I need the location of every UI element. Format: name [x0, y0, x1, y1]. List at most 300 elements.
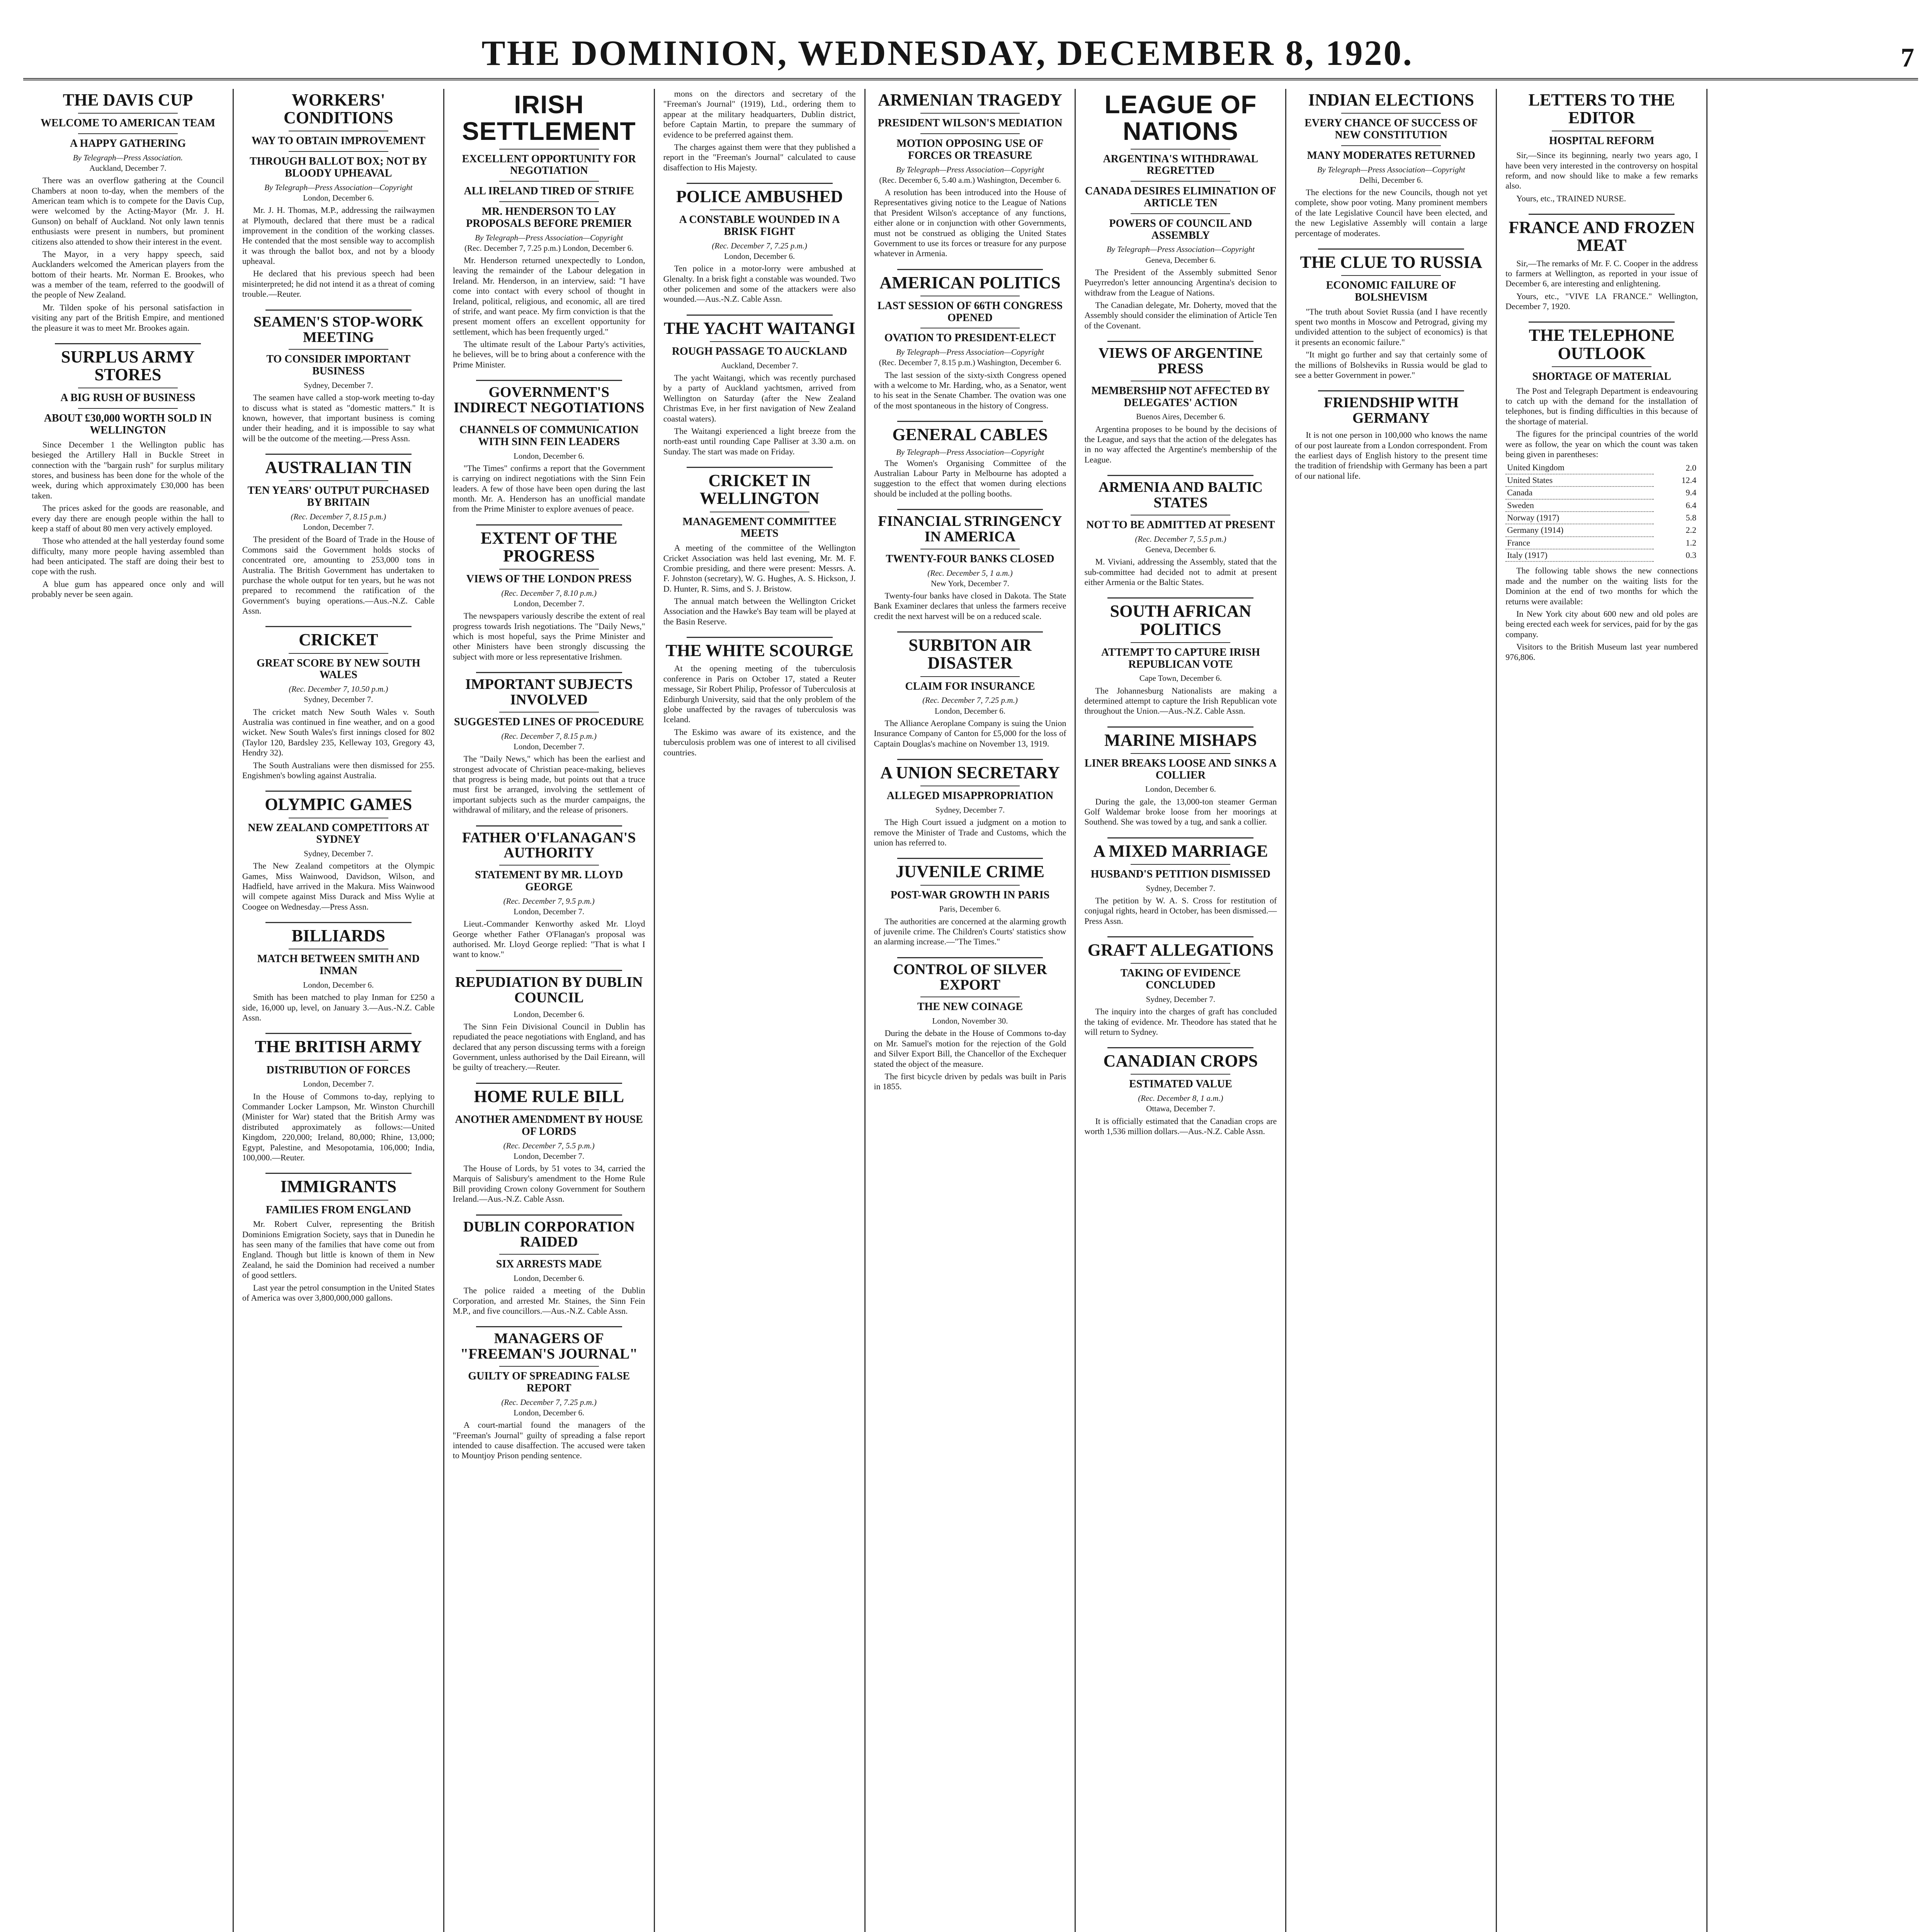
article-headline: CONTROL OF SILVER EXPORT	[893, 961, 1047, 993]
article-separator	[1529, 214, 1675, 215]
article-credit: By Telegraph—Press Association—Copyright	[1317, 165, 1465, 174]
article-body	[242, 992, 435, 1023]
article	[242, 796, 435, 912]
paragraph: "It might go further and say that certainly some of the millions of Bolsheviks in Russia would be glad to see a better Government in power."	[1295, 350, 1488, 380]
article-subhead: CANADA DESIRES ELIMINATION OF ARTICLE TEN	[1085, 185, 1276, 209]
article-headline: FATHER O'FLANAGAN'S AUTHORITY	[462, 829, 636, 861]
article-subhead: MATCH BETWEEN SMITH AND INMAN	[257, 953, 420, 977]
paragraph: Ten police in a motor-lorry were ambushed at Glenalty. In a brisk fight a constable was wounded. Two other policemen and some of the attackers were also wounded.—Aus.-N.Z. Cable Assn.	[663, 264, 856, 304]
article-credit: By Telegraph—Press Association—Copyright	[475, 233, 623, 242]
article-headline: A MIXED MARRIAGE	[1093, 841, 1268, 861]
paragraph: A court-martial found the managers of the "Freeman's Journal" guilty of spreading a false report intended to cause disaffection. The accused were taken to Mountjoy Prison pending sentence.	[452, 1420, 645, 1461]
divider	[1131, 181, 1230, 182]
article-subhead: DISTRIBUTION OF FORCES	[266, 1064, 410, 1076]
article-body	[874, 370, 1066, 411]
article-credit: (Rec. December 7, 8.15 p.m.)	[291, 512, 386, 521]
article-body	[453, 611, 645, 662]
divider	[1341, 145, 1441, 146]
article-dateline: London, December 6.	[514, 1408, 585, 1418]
article	[1295, 395, 1487, 481]
table-cell-country: United Kingdom	[1505, 462, 1654, 474]
article-dateline: London, December 6.	[303, 193, 374, 202]
article-dateline: Buenos Aires, December 6.	[1136, 412, 1225, 422]
article	[242, 1038, 435, 1163]
table-row	[1505, 512, 1698, 524]
article-body	[874, 458, 1066, 499]
article-separator	[265, 454, 412, 455]
table-cell-value: 2.0	[1685, 463, 1697, 473]
article-subhead: ATTEMPT TO CAPTURE IRISH REPUBLICAN VOTE	[1101, 646, 1260, 670]
article-subhead: POST-WAR GROWTH IN PARIS	[890, 889, 1050, 901]
article-subhead: GREAT SCORE BY NEW SOUTH WALES	[256, 657, 420, 681]
article-dateline: Delhi, December 6.	[1359, 175, 1423, 185]
article-body	[663, 373, 856, 457]
divider	[920, 885, 1020, 886]
article	[663, 188, 856, 304]
paragraph: The Post and Telegraph Department is endeavouring to catch up with the demand for the installation of telephones, but is finding difficulties in this because of the shortage of material.	[1505, 386, 1698, 426]
paragraph: The House of Lords, by 51 votes to 34, carried the Marquis of Salisbury's amendment to the Home Rule Bill providing Crown colony Government for Southern Ireland.—Aus.-N.Z. Cable Assn.	[452, 1163, 645, 1204]
divider	[499, 712, 599, 713]
article-subhead: TAKING OF EVIDENCE CONCLUDED	[1120, 967, 1241, 992]
article	[1505, 91, 1698, 204]
article-subhead: EVERY CHANCE OF SUCCESS OF NEW CONSTITUTION	[1304, 117, 1478, 141]
divider	[78, 133, 178, 134]
paragraph: The Women's Organising Committee of the Australian Labour Party in Melbourne has adopted a suggestion to the effect that women during elections should be included at the polling booths.	[874, 458, 1066, 498]
paragraph: The South Australians were then dismissed for 255. Engishmen's bowling against Australia.	[242, 760, 435, 780]
article-credit: By Telegraph—Press Association—Copyright	[896, 447, 1044, 457]
article-body	[453, 1163, 645, 1204]
article-subhead: CHANNELS OF COMMUNICATION WITH SINN FEIN LEADERS	[459, 424, 639, 448]
article-subhead: LAST SESSION OF 66TH CONGRESS OPENED	[877, 299, 1063, 324]
article-body	[1084, 1007, 1277, 1037]
article	[1505, 219, 1698, 311]
paragraph: Lieut.-Commander Kenworthy asked Mr. Lloyd George whether Father O'Flanagan's proposal was authorised. Mr. Lloyd George replied: "That is what I want to know."	[452, 919, 645, 959]
paragraph: He declared that his previous speech had been misinterpreted; he did not intend it as a threat of coming trouble.—Reuter.	[242, 269, 435, 299]
article	[874, 764, 1066, 848]
article	[1084, 91, 1277, 331]
table-cell-value: 6.4	[1685, 500, 1697, 510]
article-subhead: ESTIMATED VALUE	[1129, 1078, 1232, 1090]
article	[453, 1331, 645, 1461]
paragraph: Mr. Tilden spoke of his personal satisfaction in visiting any part of the British Empire, and mentioned the pleasure it was to meet Mr. Brookes again.	[32, 302, 224, 333]
article-dateline: Cape Town, December 6.	[1139, 673, 1222, 683]
article-credit: (Rec. December 7, 5.5 p.m.)	[1135, 534, 1226, 544]
statistics-table	[1505, 462, 1698, 562]
article-headline: THE DAVIS CUP	[63, 90, 193, 109]
article-headline: GRAFT ALLEGATIONS	[1087, 940, 1274, 960]
article	[874, 863, 1066, 947]
article-subhead: TO CONSIDER IMPORTANT BUSINESS	[266, 353, 411, 378]
article-separator	[687, 637, 833, 638]
paragraph: Those who attended at the hall yesterday found some difficulty, many more people having assembled than had been anticipated. The staff are doing their best to cope with the rush.	[32, 536, 224, 577]
article	[1295, 91, 1487, 238]
table-cell-country: Canada	[1505, 486, 1654, 499]
article	[1084, 346, 1277, 465]
paragraph: M. Viviani, addressing the Assembly, stated that the sub-committee had decided not to admit at present either Armenia or the Baltic States.	[1084, 557, 1277, 587]
paragraph: "The truth about Soviet Russia (and I have recently spent two months in Moscow and Petrograd, giving my undivided attention to the subject of economics) is that it presents an economic failure."	[1295, 306, 1488, 347]
table-cell-country: United States	[1505, 474, 1654, 486]
table-cell-country: Italy (1917)	[1505, 549, 1654, 561]
article-dateline: London, December 6.	[514, 1009, 585, 1019]
article-separator	[687, 183, 833, 184]
article-body	[874, 817, 1066, 848]
article-subhead: ECONOMIC FAILURE OF BOLSHEVISM	[1326, 279, 1456, 303]
article	[453, 677, 645, 815]
article-headline: CRICKET	[299, 630, 378, 650]
article-credit: (Rec. December 7, 7.25 p.m.)	[712, 241, 807, 250]
article	[453, 91, 645, 370]
paragraph: A meeting of the committee of the Wellington Cricket Association was held last evening, Mr. M. F. Crombie presiding, and there were present: Messrs. A. F. Johnston (secretary), W. G. Hughes, A. S. Hickson, J. D. Hunter, R. Sims, and S. J. Bristow.	[663, 543, 856, 594]
article	[453, 830, 645, 960]
article	[1084, 842, 1277, 926]
article	[1295, 253, 1487, 381]
divider	[289, 151, 388, 152]
divider	[499, 865, 599, 866]
article-body	[453, 255, 645, 370]
table-cell-value: 9.4	[1685, 488, 1697, 498]
divider	[78, 408, 178, 409]
article-headline: OLYMPIC GAMES	[265, 795, 412, 814]
article-separator	[1107, 837, 1253, 838]
paragraph: The authorities are concerned at the alarming growth of juvenile crime. The Children's Courts' statistics show an alarming increase.—"The Times."	[874, 916, 1066, 947]
article-dateline: London, December 7.	[514, 599, 585, 609]
article-body	[1084, 557, 1277, 587]
article-subhead: MEMBERSHIP NOT AFFECTED BY DELEGATES' ACTION	[1091, 384, 1270, 409]
divider	[920, 133, 1020, 134]
article	[874, 426, 1066, 499]
article-body	[453, 754, 645, 815]
article-separator	[265, 922, 412, 923]
table-row	[1505, 462, 1698, 474]
article-headline: SURPLUS ARMY STORES	[61, 347, 195, 384]
article-dateline: Auckland, December 7.	[89, 163, 167, 173]
article-headline: FRANCE AND FROZEN MEAT	[1509, 218, 1695, 255]
article-dateline: Ottawa, December 7.	[1146, 1104, 1215, 1114]
article-dateline: (Rec. December 7, 8.15 p.m.) Washington, December 6.	[879, 358, 1061, 367]
article	[32, 91, 224, 333]
article-dateline: London, December 6.	[514, 1274, 585, 1283]
paragraph: The president of the Board of Trade in the House of Commons said the Government holds stocks of concentrated ore, amounting to 253,000 tons in Australia. The British Government has undertaken to purchase the whole output for ten years, but he was not prepared to recommend the ratification of the Government's buying operations.—Aus.-N.Z. Cable Assn.	[242, 534, 435, 616]
paragraph: Last year the petrol consumption in the United States of America was over 3,800,000,000 gallons.	[242, 1282, 435, 1303]
paragraph: The elections for the new Councils, though not yet complete, show poor voting. Many prominent members of the late Legislative Council have been elected, and the new Legislative Assembly will contain a large percentage of moderates.	[1295, 187, 1488, 238]
article	[242, 631, 435, 781]
article	[242, 1178, 435, 1303]
article-separator	[897, 421, 1043, 422]
article-dateline: London, December 6.	[1145, 784, 1216, 794]
article-body	[874, 1028, 1066, 1092]
article-headline: THE BRITISH ARMY	[255, 1037, 422, 1056]
table-cell-value: 12.4	[1681, 475, 1697, 485]
paragraph: There was an overflow gathering at the Council Chambers at noon to-day, when the members of the American team which is to compete for the Davis Cup, were welcomed by the Acting-Mayor (Mr. J. H. Gunson) on behalf of Auckland. Not only lawn tennis enthusiasts were present in numbers, but prominent citizens also attended to show their interest in the event.	[32, 175, 224, 247]
divider	[289, 349, 388, 350]
paragraph: The charges against them were that they published a report in the "Freeman's Journal" calculated to cause disaffection to His Majesty.	[663, 142, 856, 172]
article-subhead: WAY TO OBTAIN IMPROVEMENT	[251, 135, 425, 147]
article-body	[1084, 797, 1277, 827]
article-separator	[1318, 390, 1464, 391]
article	[874, 274, 1066, 411]
article-headline: SURBITON AIR DISASTER	[908, 636, 1032, 673]
article-separator	[476, 524, 622, 526]
divider	[1131, 864, 1230, 865]
article-body	[663, 663, 856, 758]
article-body	[453, 1420, 645, 1461]
article-body	[1295, 430, 1487, 481]
paragraph: The Canadian delegate, Mr. Doherty, moved that the Assembly should consider the elimination of Article Ten of the Covenant.	[1084, 300, 1277, 330]
paragraph: The first bicycle driven by pedals was built in Paris in 1855.	[874, 1071, 1066, 1092]
article-headline: JUVENILE CRIME	[895, 862, 1045, 881]
article-body	[32, 175, 224, 333]
paragraph: Mr. Henderson returned unexpectedly to London, leaving the remainder of the Labour delegation in Ireland. Mr. Henderson, in an interview, said: "I have come into contact with every school of thought in Ireland, political, religious, and economic, all are tired of strife, and want peace. My firm conviction is that the present moment offers an excellent opportunity for settlement, which has been frequently urged."	[452, 255, 645, 337]
article-separator	[897, 631, 1043, 633]
paragraph: Visitors to the British Museum last year numbered 976,806.	[1505, 642, 1698, 662]
paragraph: A resolution has been introduced into the House of Representatives giving notice to the League of Nations that President Wilson's acceptance of any functions, either alone or in conjunction with other Governments, must not be construed as obliging the United States Government to use its forces or treasure for any purpose whatever in Armenia.	[874, 187, 1066, 259]
paragraph: Mr. J. H. Thomas, M.P., addressing the railwaymen at Plymouth, declared that there must be a radical improvement in the condition of the working classes. He contended that the most sensible way to accomplish it was through the ballot box, and not by a bloody upheaval.	[242, 205, 435, 266]
article-credit: By Telegraph—Press Association—Copyright	[896, 165, 1044, 174]
article-body	[453, 463, 645, 514]
article-headline: ARMENIA AND BALTIC STATES	[1098, 479, 1263, 511]
article-subhead: ANOTHER AMENDMENT BY HOUSE OF LORDS	[455, 1113, 643, 1138]
column-1	[23, 89, 234, 1932]
article-body	[1084, 424, 1277, 465]
article-dateline: Sydney, December 7.	[304, 849, 373, 859]
article-credit: By Telegraph—Press Association.	[73, 153, 183, 162]
paragraph: At the opening meeting of the tuberculosis conference in Paris on October 17, stated a Reuter message, Sir Robert Philip, Professor of Tuberculosis at Edinburgh University, said that the only problem of the globe unaffected by the ravages of tuberculosis was Iceland.	[663, 663, 856, 724]
paragraph: The seamen have called a stop-work meeting to-day to discuss what is stated as "domestic matters." It is known, however, that important business is coming under their heading, and it is impossible to say what will be the outcome of the meeting.—Press Assn.	[242, 393, 435, 443]
article-subhead: POWERS OF COUNCIL AND ASSEMBLY	[1109, 217, 1252, 242]
paragraph: It is not one person in 100,000 who knows the name of our post laureate from a London correspondent. From the earliest days of English history to the present time the tradition of friendship with Germany has been a part of our national life.	[1295, 430, 1488, 481]
paragraph: The Waitangi experienced a light breeze from the north-east until rounding Cape Palliser at 3.30 a.m. on Sunday. The start was made on Friday.	[663, 426, 856, 456]
divider	[1131, 1074, 1230, 1075]
article	[1505, 327, 1698, 662]
article-body	[242, 205, 435, 299]
article-headline: EXTENT OF THE PROGRESS	[480, 528, 617, 565]
paragraph: The police raided a meeting of the Dublin Corporation, and arrested Mr. Staines, the Sinn Fein M.P., and five councillors.—Aus.-N.Z. Cable Assn.	[452, 1286, 645, 1316]
column-3	[444, 89, 655, 1932]
article-headline: LETTERS TO THE EDITOR	[1528, 90, 1675, 128]
article-body	[663, 264, 856, 304]
article-separator	[687, 315, 833, 316]
article-separator	[1107, 936, 1253, 937]
article-dateline: New York, December 7.	[931, 578, 1009, 588]
paragraph: The newspapers variously describe the extent of real progress towards Irish negotiations. The "Daily News," which is most hopeful, says the Prime Minister and other Ministers have been strongly discussing the subject with more or less representative Irishmen.	[452, 611, 645, 662]
article-subhead: TWENTY-FOUR BANKS CLOSED	[886, 553, 1054, 565]
article-subhead: ARGENTINA'S WITHDRAWAL REGRETTED	[1103, 153, 1259, 177]
article	[874, 514, 1066, 621]
article-separator	[897, 269, 1043, 270]
article-dateline: London, November 30.	[932, 1016, 1008, 1026]
article-body	[1084, 686, 1277, 716]
article-separator	[265, 1033, 412, 1034]
article-dateline: (Rec. December 6, 5.40 a.m.) Washington, December 6.	[879, 175, 1061, 185]
article	[874, 91, 1066, 259]
article-dateline: London, December 7.	[514, 907, 585, 917]
page-number: 7	[1901, 43, 1914, 73]
article-separator	[476, 970, 622, 971]
table-cell-value: 2.2	[1685, 525, 1697, 535]
column-9	[1708, 89, 1918, 1932]
article-subhead: THE NEW COINAGE	[917, 1001, 1023, 1013]
article-body	[874, 187, 1066, 259]
article-subhead: A BIG RUSH OF BUSINESS	[60, 392, 196, 404]
paragraph: mons on the directors and secretary of the "Freeman's Journal" (1919), Ltd., ordering them to appear at the military headquarters, Dublin district, before Captain Martin, to prepare the summary of evidence to be preferred against them.	[663, 89, 856, 139]
article-separator	[1107, 726, 1253, 728]
article-subhead: NEW ZEALAND COMPETITORS AT SYDNEY	[248, 821, 429, 846]
article-headline: HOME RULE BILL	[474, 1087, 624, 1106]
paragraph: The President of the Assembly submitted Senor Pueyrredon's letter announcing Argentina's decision to withdraw from the League of Nations.	[1084, 267, 1277, 298]
article-dateline: London, December 6.	[724, 252, 795, 261]
paragraph: The Sinn Fein Divisional Council in Dublin has repudiated the peace negotiations with England, and has declared that any person discussing terms with a foreign Government, unless authorised by the Dail Eireann, will be guilty of treachery.—Reuter.	[452, 1021, 645, 1072]
divider	[1341, 275, 1441, 276]
divider	[1341, 113, 1441, 114]
article	[1084, 480, 1277, 587]
article-body	[663, 543, 856, 627]
paragraph: Yours, etc., "VIVE LA FRANCE." Wellington, December 7, 1920.	[1505, 291, 1698, 311]
article-separator	[265, 791, 412, 792]
article-headline: SEAMEN'S STOP-WORK MEETING	[253, 313, 423, 345]
table-cell-value: 1.2	[1685, 537, 1697, 548]
article-headline: WORKERS' CONDITIONS	[284, 90, 393, 128]
article-credit: By Telegraph—Press Association—Copyright	[264, 182, 413, 192]
article-headline: GENERAL CABLES	[892, 425, 1048, 444]
article-separator	[476, 380, 622, 381]
article-subhead: THROUGH BALLOT BOX; NOT BY BLOODY UPHEAVAL	[250, 155, 427, 179]
divider	[710, 341, 810, 342]
paragraph: The following table shows the new connections made and the number on the waiting lists for the Dominion at the end of two months for which the returns were available:	[1505, 566, 1698, 606]
article-body	[874, 718, 1066, 749]
article	[453, 1219, 645, 1316]
article-subhead: PRESIDENT WILSON'S MEDIATION	[878, 117, 1063, 129]
article-dateline: (Rec. December 7, 7.25 p.m.) London, December 6.	[464, 243, 634, 253]
article-headline: INDIAN ELECTIONS	[1308, 90, 1474, 109]
article-headline: MARINE MISHAPS	[1104, 730, 1257, 750]
article-dateline: Geneva, December 6.	[1145, 255, 1216, 265]
article-subhead: A HAPPY GATHERING	[70, 137, 186, 150]
article-credit: (Rec. December 7, 9.5 p.m.)	[503, 896, 595, 906]
article-separator	[1107, 475, 1253, 476]
table-row	[1505, 524, 1698, 536]
article	[242, 459, 435, 616]
column-7	[1286, 89, 1497, 1932]
divider	[1131, 149, 1230, 150]
article-dateline: Sydney, December 7.	[304, 381, 373, 390]
divider	[289, 480, 388, 481]
article-headline: AMERICAN POLITICS	[879, 273, 1061, 292]
article-separator	[265, 1173, 412, 1174]
article-subhead: SUGGESTED LINES OF PROCEDURE	[454, 716, 644, 728]
article-headline: CANADIAN CROPS	[1103, 1051, 1258, 1071]
article-body	[32, 440, 224, 600]
article-dateline: Geneva, December 6.	[1145, 544, 1216, 554]
article-dateline: Auckland, December 7.	[721, 361, 798, 370]
article-separator	[265, 626, 412, 627]
article	[1084, 941, 1277, 1037]
article-subhead: ALLEGED MISAPPROPRIATION	[886, 790, 1054, 802]
article-subhead: SIX ARRESTS MADE	[496, 1258, 602, 1270]
article-body	[1505, 259, 1698, 312]
table-cell-country: France	[1505, 537, 1654, 549]
article-credit: (Rec. December 7, 8.10 p.m.)	[501, 588, 597, 598]
article	[453, 529, 645, 662]
divider	[289, 1200, 388, 1201]
paragraph: The Johannesburg Nationalists are making a determined attempt to capture the Irish Republican vote throughout the Union.—Aus.-N.Z. Cable Assn.	[1084, 685, 1277, 716]
article-dateline: Paris, December 6.	[939, 904, 1001, 914]
article-subhead: SHORTAGE OF MATERIAL	[1532, 370, 1671, 383]
article	[1084, 1052, 1277, 1136]
article-headline: DUBLIN CORPORATION RAIDED	[463, 1218, 635, 1250]
article-separator	[897, 509, 1043, 510]
article-subhead: ALL IRELAND TIRED OF STRIFE	[464, 185, 634, 197]
article-subhead: WELCOME TO AMERICAN TEAM	[40, 117, 215, 129]
article-credit: (Rec. December 7, 5.5 p.m.)	[503, 1141, 595, 1150]
article-credit: (Rec. December 5, 1 a.m.)	[927, 568, 1013, 578]
article-separator	[476, 1326, 622, 1327]
article-body	[1084, 896, 1277, 926]
table-cell-country: Sweden	[1505, 499, 1654, 512]
article-headline: THE WHITE SCOURGE	[665, 641, 854, 660]
article-headline: MANAGERS OF "FREEMAN'S JOURNAL"	[460, 1330, 638, 1362]
article-headline: GOVERNMENT'S INDIRECT NEGOTIATIONS	[453, 384, 645, 416]
article-separator	[897, 759, 1043, 760]
article-subhead: A CONSTABLE WOUNDED IN A BRISK FIGHT	[679, 214, 840, 238]
article-subhead: GUILTY OF SPREADING FALSE REPORT	[468, 1370, 630, 1395]
article-body	[242, 861, 435, 912]
article-subhead: ROUGH PASSAGE TO AUCKLAND	[672, 345, 847, 358]
paragraph: Since December 1 the Wellington public has besieged the Artillery Hall in Buckle Street in connection with the "bargain rush" for surplus military stores, and business has been done for the whole of the week, during which approximately £30,000 has been taken.	[32, 439, 224, 500]
article-subhead: OVATION TO PRESIDENT-ELECT	[884, 332, 1056, 344]
article-subhead: VIEWS OF THE LONDON PRESS	[466, 573, 632, 585]
article-body	[242, 1219, 435, 1303]
paragraph: Yours, etc., TRAINED NURSE.	[1516, 193, 1626, 203]
article	[242, 927, 435, 1023]
article-body	[1505, 386, 1698, 662]
article-dateline: London, December 7.	[514, 1151, 585, 1161]
paragraph: The Eskimo was aware of its existence, and the tuberculosis problem was one of interest to all civilised countries.	[663, 727, 856, 757]
paragraph: Twenty-four banks have closed in Dakota. The State Bank Examiner declares that unless the farmers receive credit the next harvest will be on a reduced scale.	[874, 591, 1066, 621]
article-separator	[897, 858, 1043, 859]
column-6	[1076, 89, 1286, 1932]
divider	[1131, 642, 1230, 643]
article-credit: (Rec. December 7, 8.15 p.m.)	[501, 731, 597, 741]
article-headline: FRIENDSHIP WITH GERMANY	[1323, 395, 1459, 427]
article-separator	[1107, 597, 1253, 599]
article-headline: THE TELEPHONE OUTLOOK	[1529, 326, 1675, 363]
article-body	[1295, 187, 1487, 238]
divider	[1131, 213, 1230, 214]
divider	[1131, 963, 1230, 964]
article-headline: REPUDIATION BY DUBLIN COUNCIL	[455, 974, 643, 1006]
article	[874, 962, 1066, 1092]
column-4	[655, 89, 866, 1932]
article-separator	[1107, 1047, 1253, 1048]
paragraph: The last session of the sixty-sixth Congress opened with a welcome to Mr. Harding, who, as a Senator, went to his seat in the Senate Chamber. The ovation was one of the most spontaneous in the history of Congress.	[874, 370, 1066, 410]
article-separator	[55, 343, 201, 344]
article-dateline: London, December 6.	[514, 451, 585, 461]
paragraph: Mr. Robert Culver, representing the British Dominions Emigration Society, says that in Dunedin he has seen many of the families that have come out from England. Though but little is known of them in New Zealand, he said the Dominion had received a number of good settlers.	[242, 1219, 435, 1280]
paragraph: The figures for the principal countries of the world were as follow, the year on which the count was taken being given in parentheses:	[1505, 429, 1698, 459]
divider	[1552, 366, 1651, 367]
article	[32, 348, 224, 600]
article-body	[1084, 267, 1277, 331]
table-row	[1505, 549, 1698, 561]
article-separator	[1318, 248, 1464, 250]
article-subhead: LINER BREAKS LOOSE AND SINKS A COLLIER	[1084, 757, 1277, 781]
divider	[78, 113, 178, 114]
article-body	[242, 393, 435, 444]
paragraph: In the House of Commons to-day, replying to Commander Locker Lampson, Mr. Winston Churchill (Minister for War) stated that the British Army was distributed approximately as follows:—United Kingdom, 220,000; Ireland, 80,000; Rhine, 13,000; Egypt, Palestine, and Mesopotamia, 106,000; India, 100,000.—Reuter.	[242, 1091, 435, 1162]
paragraph: The annual match between the Wellington Cricket Association and the Hawke's Bay team will be played at the Basin Reserve.	[663, 596, 856, 626]
divider	[499, 1366, 599, 1367]
paragraph: Sir,—The remarks of Mr. F. C. Cooper in the address to farmers at Wellington, as reported in your issue of December 6, are interesting and enlightening.	[1505, 258, 1698, 289]
